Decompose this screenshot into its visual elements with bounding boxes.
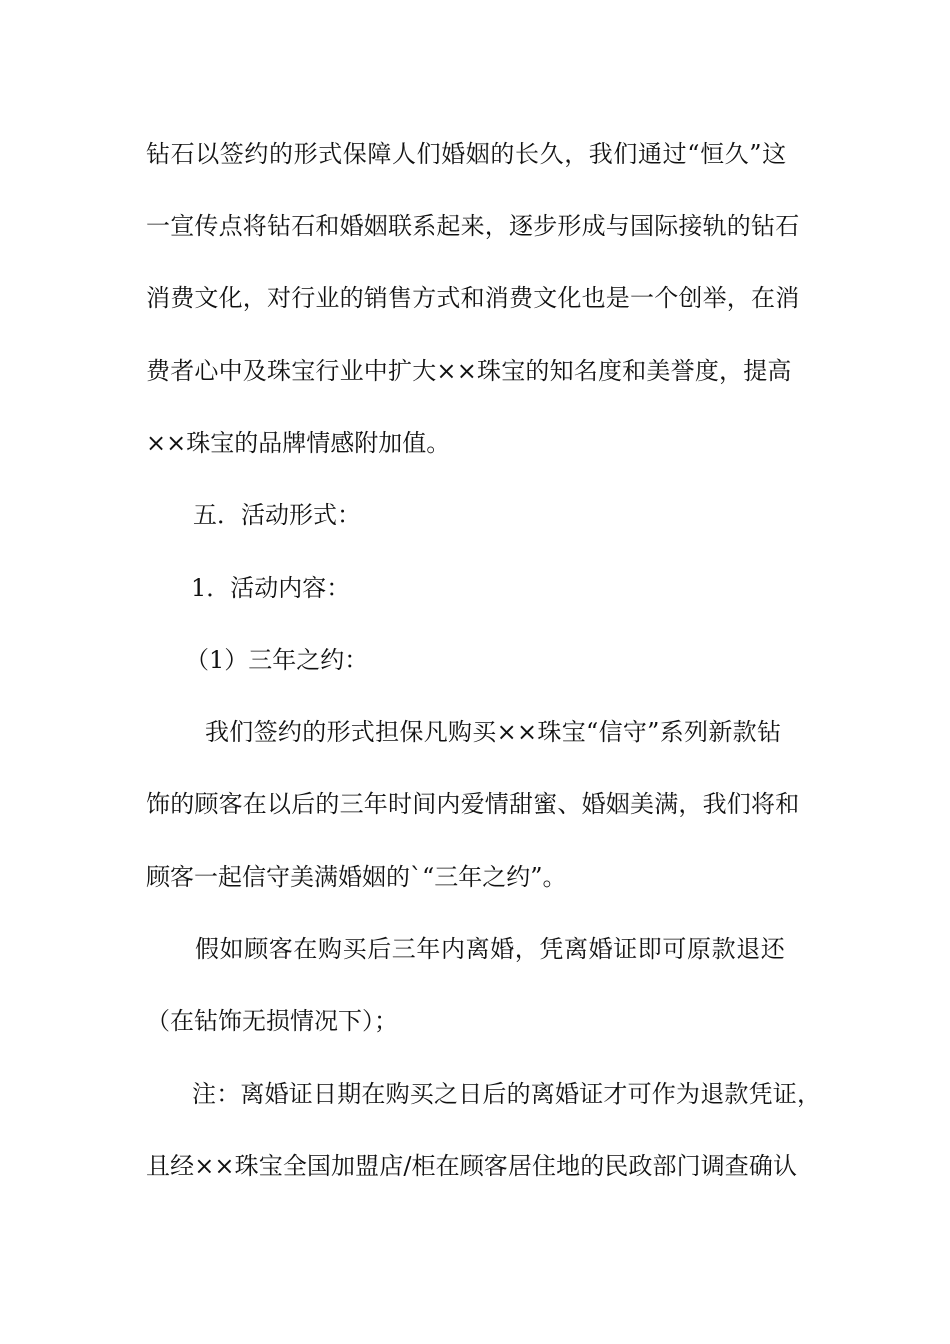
- paragraph-line: 顾客一起信守美满婚姻的`“三年之约”。: [146, 863, 567, 891]
- subsection-heading: 1．活动内容：: [191, 574, 351, 602]
- paragraph-line: 消费文化，对行业的销售方式和消费文化也是一个创举，在消: [146, 284, 800, 312]
- paragraph-line: 一宣传点将钻石和婚姻联系起来，逐步形成与国际接轨的钻石: [146, 212, 800, 240]
- paragraph-line: 我们签约的形式担保凡购买××珠宝“信守”系列新款钻: [205, 718, 782, 746]
- paragraph-line: 且经××珠宝全国加盟店/柜在顾客居住地的民政部门调查确认: [146, 1152, 798, 1180]
- paragraph-line: 饰的顾客在以后的三年时间内爱情甜蜜、婚姻美满，我们将和: [146, 790, 800, 818]
- paragraph-line: ××珠宝的品牌情感附加值。: [146, 429, 451, 457]
- paragraph-line: 钻石以签约的形式保障人们婚姻的长久，我们通过“恒久”这: [146, 140, 787, 168]
- paragraph-line: 费者心中及珠宝行业中扩大××珠宝的知名度和美誉度，提高: [146, 357, 792, 385]
- item-heading: （1）三年之约：: [185, 646, 369, 674]
- note-line: 注：离婚证日期在购买之日后的离婚证才可作为退款凭证，: [192, 1080, 822, 1108]
- paragraph-line: （在钻饰无损情况下）；: [146, 1007, 398, 1035]
- paragraph-line: 假如顾客在购买后三年内离婚，凭离婚证即可原款退还: [195, 935, 786, 963]
- section-heading: 五．活动形式：: [193, 501, 361, 529]
